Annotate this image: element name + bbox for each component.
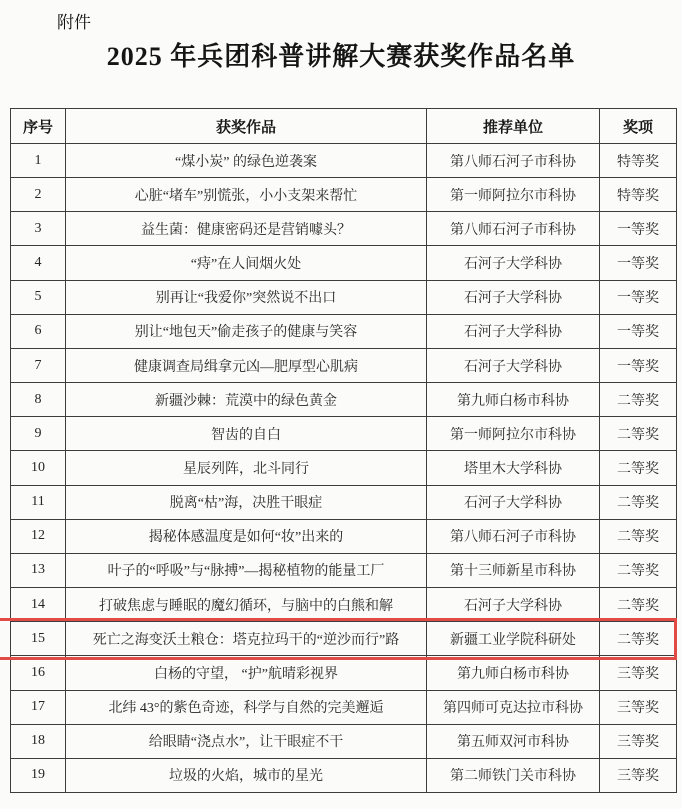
cell-work: “煤小炭” 的绿色逆袭案 [66,144,427,178]
cell-work: 别再让“我爱你”突然说不出口 [66,280,427,314]
table-row [11,314,677,348]
table-row [11,451,677,485]
cell-no: 3 [11,212,66,246]
cell-award: 一等奖 [600,348,677,382]
cell-work: 别让“地包天”偷走孩子的健康与笑容 [66,314,427,348]
cell-no: 1 [11,144,66,178]
cell-work: 星辰列阵，北斗同行 [66,451,427,485]
cell-unit: 石河子大学科协 [427,314,600,348]
cell-award: 一等奖 [600,246,677,280]
cell-award: 二等奖 [600,519,677,553]
cell-work: 揭秘体感温度是如何“妆”出来的 [66,519,427,553]
cell-no: 5 [11,280,66,314]
header-work: 获奖作品 [66,109,427,144]
cell-no: 8 [11,383,66,417]
cell-unit: 第八师石河子市科协 [427,144,600,178]
cell-work: 白杨的守望， “护”航晴彩视界 [66,656,427,690]
table-row [11,690,677,724]
cell-unit: 新疆工业学院科研处 [427,622,600,656]
cell-no: 11 [11,485,66,519]
cell-unit: 第四师可克达拉市科协 [427,690,600,724]
table-row [11,348,677,382]
table-row [11,656,677,690]
cell-no: 19 [11,758,66,792]
cell-award: 一等奖 [600,280,677,314]
cell-no: 2 [11,178,66,212]
cell-award: 三等奖 [600,724,677,758]
cell-work: 打破焦虑与睡眠的魔幻循环，与脑中的白熊和解 [66,588,427,622]
table-row [11,144,677,178]
cell-award: 二等奖 [600,588,677,622]
cell-award: 一等奖 [600,314,677,348]
cell-award: 二等奖 [600,451,677,485]
page-title: 2025 年兵团科普讲解大赛获奖作品名单 [106,42,576,71]
table-row [11,553,677,587]
cell-no: 14 [11,588,66,622]
cell-no: 12 [11,519,66,553]
header-unit: 推荐单位 [427,109,600,144]
table-row [11,588,677,622]
header-award: 奖项 [600,109,677,144]
table-row [11,622,677,656]
cell-award: 三等奖 [600,758,677,792]
table-row [11,280,677,314]
cell-unit: 第八师石河子市科协 [427,212,600,246]
cell-award: 二等奖 [600,485,677,519]
header-row [11,109,677,144]
table-row [11,212,677,246]
cell-no: 10 [11,451,66,485]
cell-unit: 第九师白杨市科协 [427,656,600,690]
cell-work: 健康调查局缉拿元凶—肥厚型心肌病 [66,348,427,382]
awards-table [10,108,677,793]
attachment-label: 附件 [57,13,91,32]
cell-work: 给眼睛“浇点水”，让干眼症不干 [66,724,427,758]
cell-unit: 第五师双河市科协 [427,724,600,758]
table-body [11,144,677,793]
cell-award: 二等奖 [600,417,677,451]
cell-unit: 第八师石河子市科协 [427,519,600,553]
table-row [11,724,677,758]
cell-no: 13 [11,553,66,587]
cell-award: 二等奖 [600,622,677,656]
cell-no: 6 [11,314,66,348]
cell-work: 新疆沙棘：荒漠中的绿色黄金 [66,383,427,417]
cell-no: 4 [11,246,66,280]
cell-unit: 第九师白杨市科协 [427,383,600,417]
cell-unit: 石河子大学科协 [427,348,600,382]
cell-award: 特等奖 [600,144,677,178]
table-row [11,758,677,792]
table-row [11,178,677,212]
cell-work: 智齿的自白 [66,417,427,451]
cell-unit: 第二师铁门关市科协 [427,758,600,792]
cell-unit: 第一师阿拉尔市科协 [427,417,600,451]
cell-work: 脱离“枯”海，决胜干眼症 [66,485,427,519]
cell-unit: 石河子大学科协 [427,280,600,314]
cell-unit: 塔里木大学科协 [427,451,600,485]
cell-unit: 第十三师新星市科协 [427,553,600,587]
cell-no: 17 [11,690,66,724]
cell-no: 7 [11,348,66,382]
cell-no: 18 [11,724,66,758]
header-no: 序号 [11,109,66,144]
cell-work: 北纬 43°的紫色奇迹，科学与自然的完美邂逅 [66,690,427,724]
cell-work: 死亡之海变沃土粮仓：塔克拉玛干的“逆沙而行”路 [66,622,427,656]
cell-award: 特等奖 [600,178,677,212]
cell-award: 二等奖 [600,383,677,417]
cell-work: “痔”在人间烟火处 [66,246,427,280]
cell-no: 9 [11,417,66,451]
cell-work: 垃圾的火焰，城市的星光 [66,758,427,792]
table-row [11,246,677,280]
table-row [11,485,677,519]
cell-unit: 石河子大学科协 [427,246,600,280]
cell-unit: 第一师阿拉尔市科协 [427,178,600,212]
table-row [11,417,677,451]
cell-award: 一等奖 [600,212,677,246]
cell-unit: 石河子大学科协 [427,588,600,622]
cell-work: 心脏“堵车”别慌张，小小支架来帮忙 [66,178,427,212]
cell-work: 叶子的“呼吸”与“脉搏”—揭秘植物的能量工厂 [66,553,427,587]
cell-no: 15 [11,622,66,656]
table-row [11,519,677,553]
cell-award: 三等奖 [600,690,677,724]
cell-award: 二等奖 [600,553,677,587]
cell-no: 16 [11,656,66,690]
cell-unit: 石河子大学科协 [427,485,600,519]
table-row [11,383,677,417]
cell-work: 益生菌：健康密码还是营销噱头？ [66,212,427,246]
cell-award: 三等奖 [600,656,677,690]
awards-table-container [10,108,676,793]
